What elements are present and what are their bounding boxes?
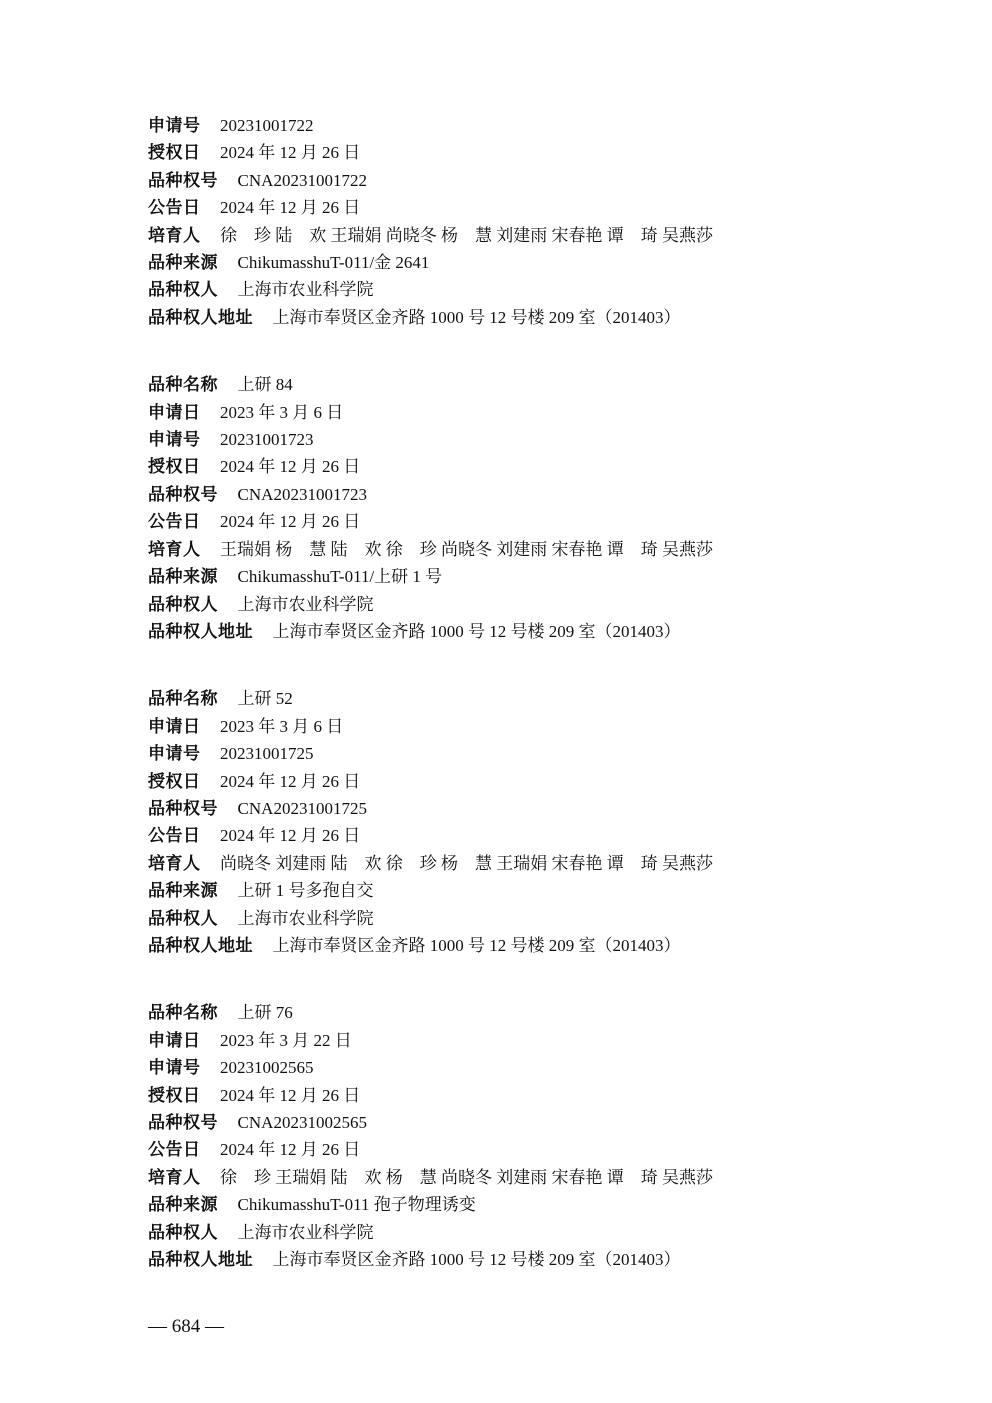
field-value: ChikumasshuT-011/上研 1 号 (237, 567, 443, 587)
field-value: CNA20231001725 (237, 798, 367, 818)
field-value: 上海市奉贤区金齐路 1000 号 12 号楼 209 室（201403） (272, 935, 681, 955)
field-value: 20231002565 (220, 1058, 314, 1078)
field-label: 品种权人 (148, 1222, 218, 1242)
field-label: 培育人 (148, 1167, 201, 1187)
field-value: 徐 珍 陆 欢 王瑞娟 尚晓冬 杨 慧 刘建雨 宋春艳 谭 琦 吴燕莎 (220, 225, 714, 245)
field-value: 2023 年 3 月 6 日 (220, 716, 344, 736)
record-field-row (148, 426, 958, 453)
record-field-row (148, 685, 958, 712)
field-label: 品种权人 (148, 594, 218, 614)
field-label: 品种权号 (148, 170, 218, 190)
field-value: CNA20231002565 (237, 1113, 367, 1132)
field-value: 2023 年 3 月 22 日 (220, 1030, 352, 1050)
field-value: 2023 年 3 月 6 日 (220, 402, 344, 422)
field-value: 上海市奉贤区金齐路 1000 号 12 号楼 209 室（201403） (272, 307, 681, 327)
record-field-row (148, 536, 958, 563)
field-value: 20231001723 (220, 430, 314, 450)
field-label: 培育人 (148, 225, 201, 245)
record-field-row (148, 1164, 958, 1191)
field-label: 申请号 (148, 116, 201, 135)
field-label: 品种权人地址 (148, 935, 253, 955)
record-field-row (148, 822, 958, 849)
field-value: 2024 年 12 月 26 日 (220, 512, 361, 532)
field-value: 徐 珍 王瑞娟 陆 欢 杨 慧 尚晓冬 刘建雨 宋春艳 谭 琦 吴燕莎 (220, 1167, 714, 1187)
record-field-row (148, 399, 958, 426)
record-field-row (148, 371, 958, 398)
record-field-row (148, 563, 958, 590)
variety-record (148, 371, 958, 645)
record-field-row (148, 795, 958, 822)
field-value: 2024 年 12 月 26 日 (220, 771, 361, 791)
record-field-row (148, 1191, 958, 1218)
record-field-row (148, 932, 958, 959)
field-value: 2024 年 12 月 26 日 (220, 143, 361, 163)
record-field-row (148, 1246, 958, 1273)
field-value: CNA20231001723 (237, 484, 367, 504)
record-field-row (148, 139, 958, 166)
field-label: 品种权人地址 (148, 307, 253, 327)
record-field-row (148, 222, 958, 249)
field-label: 公告日 (148, 198, 201, 218)
record-field-row (148, 768, 958, 795)
record-field-row (148, 1219, 958, 1246)
field-value: 上海市农业科学院 (237, 280, 374, 300)
field-value: 尚晓冬 刘建雨 陆 欢 徐 珍 杨 慧 王瑞娟 宋春艳 谭 琦 吴燕莎 (220, 853, 714, 873)
record-field-row (148, 112, 958, 139)
field-label: 公告日 (148, 512, 201, 532)
field-label: 申请日 (148, 716, 201, 736)
field-value: 上海市农业科学院 (237, 594, 374, 614)
field-value: 上研 84 (237, 375, 293, 395)
field-value: ChikumasshuT-011/金 2641 (237, 253, 430, 273)
record-field-row (148, 877, 958, 904)
field-value: 上研 1 号多孢自交 (237, 881, 374, 901)
record-field-row (148, 304, 958, 331)
field-label: 品种名称 (148, 375, 218, 395)
record-field-row (148, 999, 958, 1026)
field-value: CNA20231001722 (237, 170, 367, 190)
record-field-row (148, 167, 958, 194)
field-value: 20231001725 (220, 744, 314, 764)
record-field-row (148, 591, 958, 618)
field-label: 品种权号 (148, 798, 218, 818)
field-value: 2024 年 12 月 26 日 (220, 1085, 361, 1105)
field-value: 2024 年 12 月 26 日 (220, 198, 361, 218)
record-field-row (148, 194, 958, 221)
record-field-row (148, 481, 958, 508)
field-value: ChikumasshuT-011 孢子物理诱变 (237, 1195, 476, 1215)
field-label: 培育人 (148, 539, 201, 559)
field-label: 品种来源 (148, 253, 218, 273)
record-field-row (148, 1054, 958, 1081)
field-label: 授权日 (148, 771, 201, 791)
record-field-row (148, 618, 958, 645)
field-value: 上海市农业科学院 (237, 1222, 374, 1242)
field-label: 品种来源 (148, 567, 218, 587)
field-label: 品种来源 (148, 881, 218, 901)
field-label: 品种名称 (148, 1003, 218, 1023)
record-field-row (148, 1082, 958, 1109)
field-label: 申请号 (148, 1058, 201, 1078)
field-value: 上研 52 (237, 689, 293, 709)
page-number: — 684 — (148, 1316, 224, 1338)
record-field-row (148, 1136, 958, 1163)
field-value: 上海市奉贤区金齐路 1000 号 12 号楼 209 室（201403） (272, 1250, 681, 1270)
field-value: 2024 年 12 月 26 日 (220, 1140, 361, 1160)
record-field-row (148, 249, 958, 276)
record-field-row (148, 453, 958, 480)
field-value: 2024 年 12 月 26 日 (220, 826, 361, 846)
field-label: 品种权人 (148, 280, 218, 300)
field-label: 申请日 (148, 1030, 201, 1050)
field-value: 王瑞娟 杨 慧 陆 欢 徐 珍 尚晓冬 刘建雨 宋春艳 谭 琦 吴燕莎 (220, 539, 714, 559)
record-field-row (148, 276, 958, 303)
field-value: 20231001722 (220, 116, 314, 135)
field-label: 品种权人地址 (148, 621, 253, 641)
field-value: 上海市奉贤区金齐路 1000 号 12 号楼 209 室（201403） (272, 621, 681, 641)
field-label: 培育人 (148, 853, 201, 873)
field-label: 品种权人 (148, 908, 218, 928)
record-field-row (148, 713, 958, 740)
field-value: 上研 76 (237, 1003, 293, 1023)
field-value: 上海市农业科学院 (237, 908, 374, 928)
field-label: 品种权号 (148, 1113, 218, 1132)
field-label: 品种名称 (148, 689, 218, 709)
record-field-row (148, 508, 958, 535)
field-label: 授权日 (148, 457, 201, 477)
record-field-row (148, 905, 958, 932)
page-content (148, 112, 958, 1340)
field-label: 授权日 (148, 143, 201, 163)
field-label: 品种权号 (148, 484, 218, 504)
variety-record (148, 685, 958, 959)
record-field-row (148, 850, 958, 877)
record-field-row (148, 1109, 958, 1136)
field-label: 申请号 (148, 430, 201, 450)
record-field-row (148, 740, 958, 767)
variety-record (148, 112, 958, 331)
field-label: 品种权人地址 (148, 1250, 253, 1270)
field-label: 授权日 (148, 1085, 201, 1105)
variety-record (148, 999, 958, 1273)
field-label: 申请日 (148, 402, 201, 422)
field-label: 公告日 (148, 826, 201, 846)
field-value: 2024 年 12 月 26 日 (220, 457, 361, 477)
field-label: 公告日 (148, 1140, 201, 1160)
record-field-row (148, 1027, 958, 1054)
field-label: 申请号 (148, 744, 201, 764)
field-label: 品种来源 (148, 1195, 218, 1215)
